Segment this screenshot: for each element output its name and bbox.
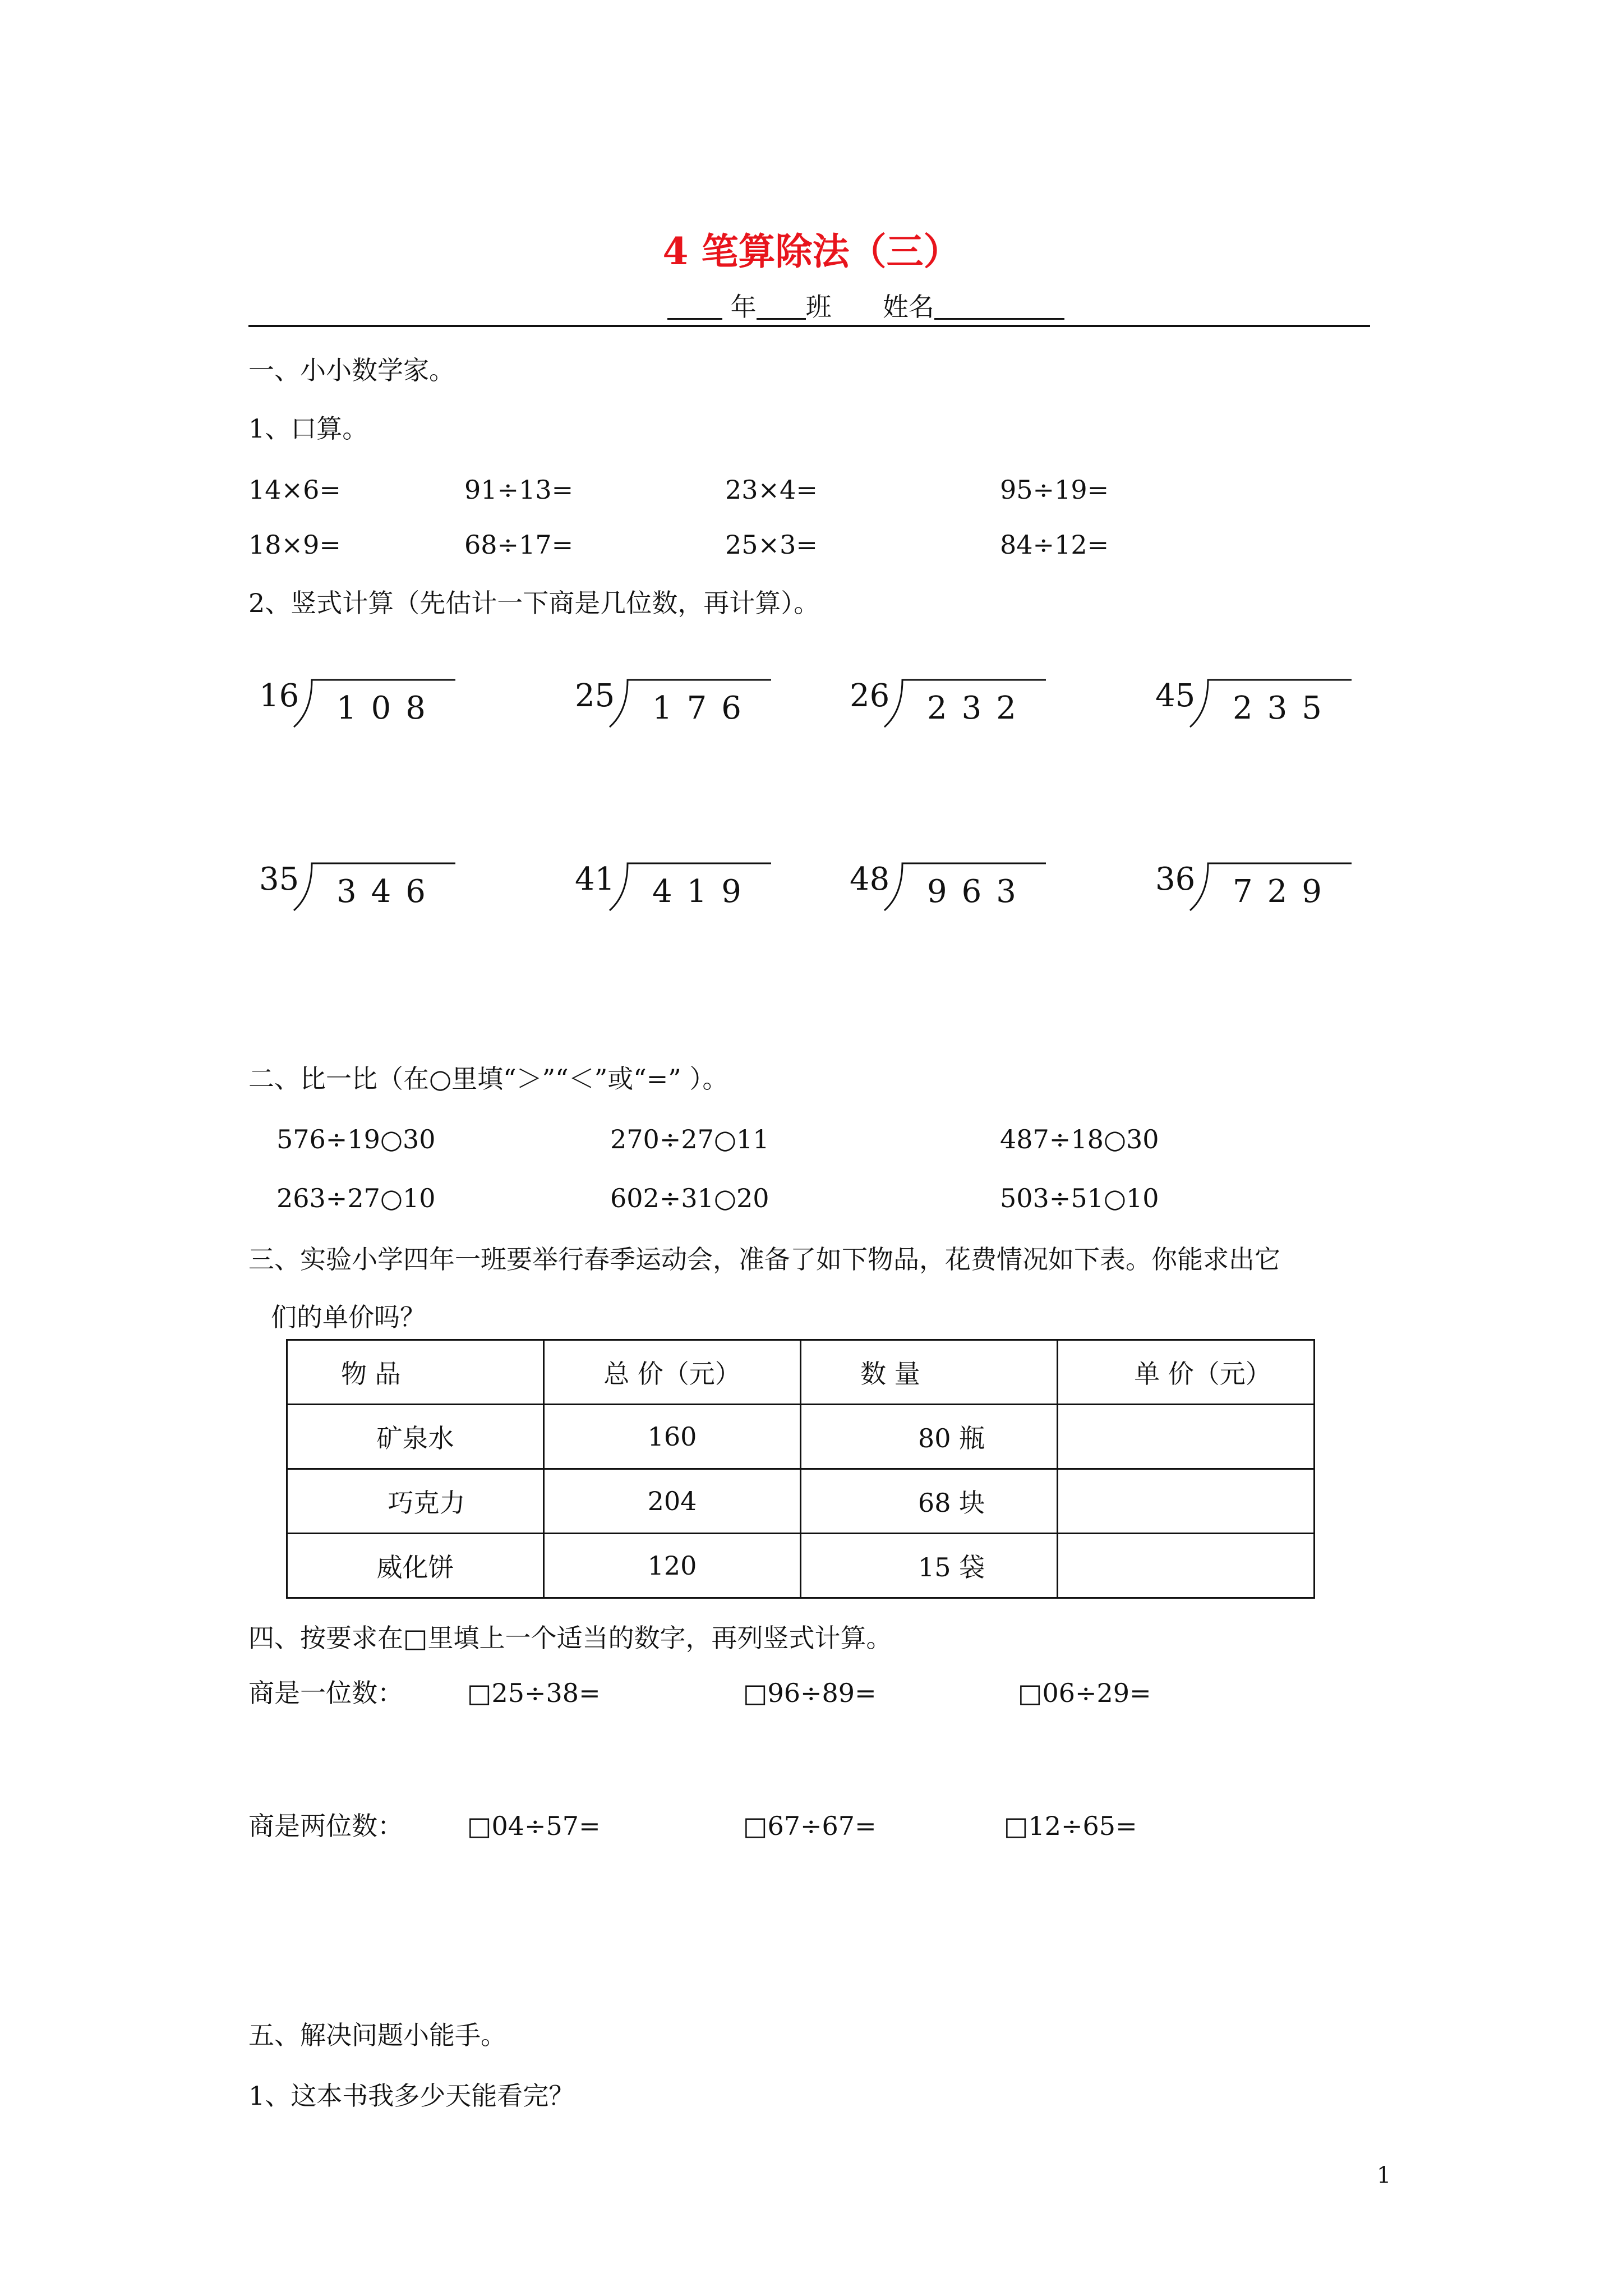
- table-cell-item: 威化饼: [287, 1534, 544, 1598]
- compare-problem: 602÷31○20: [610, 1183, 769, 1213]
- oral-problem: 95÷19=: [1000, 475, 1109, 505]
- oral-problem: 68÷17=: [464, 530, 574, 560]
- fill-digit-problem[interactable]: □96÷89=: [743, 1678, 877, 1708]
- long-division-problem: [850, 678, 1074, 739]
- compare-problem: 270÷27○11: [610, 1124, 769, 1154]
- compare-problem: 263÷27○10: [276, 1183, 436, 1213]
- long-division-problem: [1155, 861, 1380, 923]
- divisor: 35: [259, 861, 299, 898]
- dividend: 232: [927, 690, 1031, 726]
- oral-problem: 25×3=: [725, 530, 818, 560]
- table-cell-quantity: 15 袋: [801, 1534, 1058, 1598]
- oral-problem: 84÷12=: [1000, 530, 1109, 560]
- section5-heading: 五、解决问题小能手。: [248, 2020, 506, 2050]
- oral-problem: 14×6=: [248, 475, 341, 505]
- dividend: 346: [336, 873, 440, 910]
- section3-heading-cont: 们的单价吗？: [271, 1302, 426, 1332]
- divisor: 41: [575, 861, 615, 898]
- section2-heading: 二、比一比（在○里填“＞”“＜”或“=” ）。: [248, 1064, 728, 1094]
- page-title: 4 笔算除法（三）: [662, 229, 961, 273]
- section1-heading: 一、小小数学家。: [248, 355, 455, 385]
- divisor: 25: [575, 678, 615, 714]
- compare-problem: 487÷18○30: [1000, 1124, 1159, 1154]
- name-blank[interactable]: [934, 293, 1064, 320]
- vertical-calc-label: 2、竖式计算（先估计一下商是几位数，再计算）。: [248, 588, 820, 618]
- long-division-problem: [575, 861, 799, 923]
- grade-label: 年: [730, 292, 757, 322]
- section4-heading: 四、按要求在□里填上一个适当的数字，再列竖式计算。: [248, 1623, 892, 1653]
- table-cell-quantity: 68 块: [801, 1469, 1058, 1534]
- fill-digit-problem[interactable]: □67÷67=: [743, 1811, 877, 1841]
- oral-problem: 23×4=: [725, 475, 818, 505]
- header-divider: [248, 325, 1370, 327]
- table-row: [287, 1534, 1315, 1598]
- table-cell-total: 160: [544, 1405, 801, 1469]
- table-header-cell: 物 品: [287, 1340, 544, 1405]
- one-digit-quotient-label: 商是一位数：: [248, 1678, 403, 1708]
- table-header-row: [287, 1340, 1315, 1405]
- dividend: 235: [1233, 690, 1336, 726]
- fill-digit-problem[interactable]: □25÷38=: [467, 1678, 601, 1708]
- long-division-problem: [1155, 678, 1380, 739]
- dividend: 108: [336, 690, 440, 726]
- table-cell-total: 120: [544, 1534, 801, 1598]
- table-cell-quantity: 80 瓶: [801, 1405, 1058, 1469]
- table-cell-unit-price[interactable]: [1058, 1405, 1315, 1469]
- section3-heading: 三、实验小学四年一班要举行春季运动会，准备了如下物品，花费情况如下表。你能求出它: [248, 1244, 1280, 1274]
- dividend: 419: [652, 873, 756, 910]
- divisor: 36: [1155, 861, 1196, 898]
- table-cell-item: 矿泉水: [287, 1405, 544, 1469]
- fill-digit-problem[interactable]: □06÷29=: [1018, 1678, 1151, 1708]
- long-division-problem: [259, 861, 483, 923]
- table-cell-unit-price[interactable]: [1058, 1469, 1315, 1534]
- table-header-cell: 单 价（元）: [1058, 1340, 1315, 1405]
- divisor: 26: [850, 678, 890, 714]
- table-row: [287, 1469, 1315, 1534]
- dividend: 729: [1233, 873, 1336, 910]
- table-cell-unit-price[interactable]: [1058, 1534, 1315, 1598]
- oral-problem: 91÷13=: [464, 475, 574, 505]
- table-row: [287, 1405, 1315, 1469]
- long-division-problem: [259, 678, 483, 739]
- page-number: 1: [1377, 2162, 1391, 2188]
- student-info-line: [667, 293, 1064, 320]
- table-header-cell: 数 量: [801, 1340, 1058, 1405]
- fill-digit-problem[interactable]: □04÷57=: [467, 1811, 601, 1841]
- dividend: 176: [652, 690, 756, 726]
- class-label: 班: [805, 292, 832, 322]
- oral-problem: 18×9=: [248, 530, 341, 560]
- problem-question: 1、这本书我多少天能看完？: [248, 2081, 575, 2111]
- compare-problem: 576÷19○30: [276, 1124, 436, 1154]
- divisor: 16: [259, 678, 299, 714]
- table-cell-total: 204: [544, 1469, 801, 1534]
- class-blank[interactable]: [757, 293, 806, 320]
- two-digit-quotient-label: 商是两位数：: [248, 1811, 403, 1841]
- table-header-cell: 总 价（元）: [544, 1340, 801, 1405]
- table-cell-item: 巧克力: [287, 1469, 544, 1534]
- divisor: 48: [850, 861, 890, 898]
- price-table: [286, 1339, 1315, 1599]
- name-label: 姓名: [882, 292, 934, 322]
- long-division-problem: [850, 861, 1074, 923]
- compare-problem: 503÷51○10: [1000, 1183, 1159, 1213]
- fill-digit-problem[interactable]: □12÷65=: [1004, 1811, 1137, 1841]
- oral-calc-label: 1、口算。: [248, 413, 368, 444]
- long-division-problem: [575, 678, 799, 739]
- grade-blank[interactable]: [667, 293, 722, 320]
- dividend: 963: [927, 873, 1031, 910]
- divisor: 45: [1155, 678, 1196, 714]
